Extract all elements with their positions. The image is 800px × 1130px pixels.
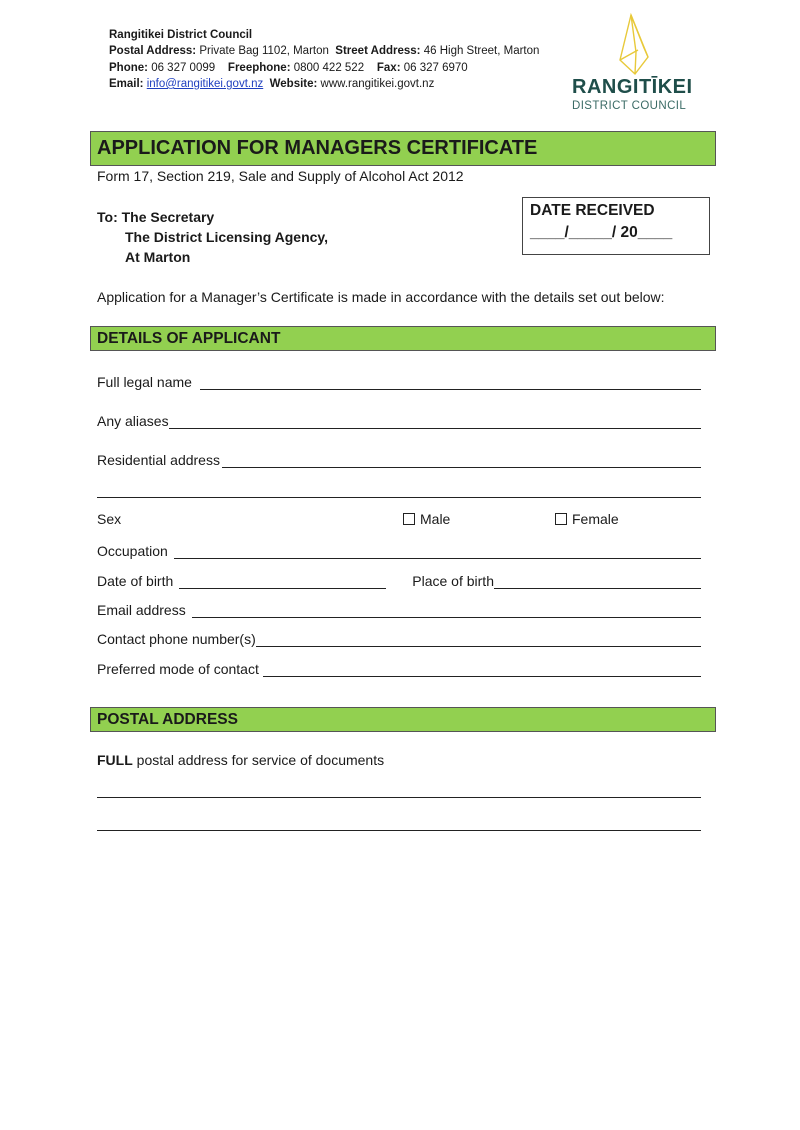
full-name-field[interactable] [97,372,701,390]
logo-name: RANGITĪKEI [572,76,693,98]
addressee-line: At Marton [125,249,191,265]
phone-line[interactable] [256,631,701,647]
date-received-box [522,197,710,255]
postal-line-1[interactable] [97,783,701,798]
aliases-line[interactable] [169,413,701,429]
occupation-field[interactable] [97,541,701,559]
street-label: Street Address: [335,45,421,58]
section-applicant: DETAILS OF APPLICANT [90,326,716,351]
occupation-line[interactable] [174,543,701,559]
occupation-label: Occupation [97,543,168,559]
website: www.rangitikei.govt.nz [320,77,435,90]
form-subtitle: Form 17, Section 219, Sale and Supply of Alcohol Act 2012 [97,168,464,184]
dob-label: Date of birth [97,573,174,589]
freephone-label: Freephone: [227,61,291,74]
email-label: Email address [97,602,186,618]
contact-mode-line[interactable] [263,661,701,677]
freephone: 0800 422 522 [293,61,365,74]
full-name-label: Full legal name [97,374,192,390]
full-name-line[interactable] [200,374,701,390]
pob-label: Place of birth [412,573,494,589]
phone-label: Phone: [109,61,148,74]
contact-mode-field[interactable] [97,659,701,677]
email-label: Email: [109,77,144,90]
postal-full: FULL [97,752,133,768]
postal-instruction [97,752,384,768]
addressee-line: The District Licensing Agency, [125,229,329,245]
contact-mode-label: Preferred mode of contact [97,661,259,677]
addressee [97,207,328,267]
logo-subtitle: DISTRICT COUNCIL [572,100,687,112]
email-field[interactable] [97,600,701,618]
section-postal: POSTAL ADDRESS [90,707,716,732]
dob-pob-row [97,571,701,589]
email-line[interactable] [192,602,701,618]
form-title: APPLICATION FOR MANAGERS CERTIFICATE [90,131,716,166]
fax-label: Fax: [376,61,401,74]
male-label: Male [420,511,451,527]
council-logo [568,12,703,118]
residential-line[interactable] [222,452,701,468]
residential-line-2[interactable] [97,482,701,498]
phone-label: Contact phone number(s) [97,631,256,647]
intro-text: Application for a Manager’s Certificate is made in accordance with the details set out below: [97,289,665,305]
male-checkbox[interactable] [403,511,450,527]
female-checkbox[interactable] [555,511,619,527]
postal-desc: postal address for service of documents [136,752,385,768]
residential-address-field[interactable] [97,450,701,468]
email-link[interactable]: info@rangitikei.govt.nz [146,77,264,90]
dob-line[interactable] [179,573,386,589]
checkbox-icon[interactable] [403,513,415,525]
sex-label: Sex [97,511,122,527]
phone: 06 327 0099 [151,61,216,74]
council-header [109,27,539,92]
date-received-field[interactable]: ____/_____/ 20____ [530,224,673,241]
postal-label: Postal Address: [109,45,197,58]
street-address: 46 High Street, Marton [423,45,540,58]
postal-line-2[interactable] [97,816,701,831]
website-label: Website: [269,77,318,90]
female-label: Female [572,511,619,527]
pob-line[interactable] [494,573,701,589]
fax: 06 327 6970 [403,61,468,74]
checkbox-icon[interactable] [555,513,567,525]
postal-address: Private Bag 1102, Marton [199,45,329,58]
phone-field[interactable] [97,629,701,647]
aliases-field[interactable] [97,411,701,429]
date-received-label: DATE RECEIVED [530,202,655,219]
residential-label: Residential address [97,452,220,468]
aliases-label: Any aliases [97,413,169,429]
logo-mark-icon [568,12,703,76]
addressee-line: To: The Secretary [97,209,215,225]
org-name: Rangitikei District Council [109,29,253,41]
